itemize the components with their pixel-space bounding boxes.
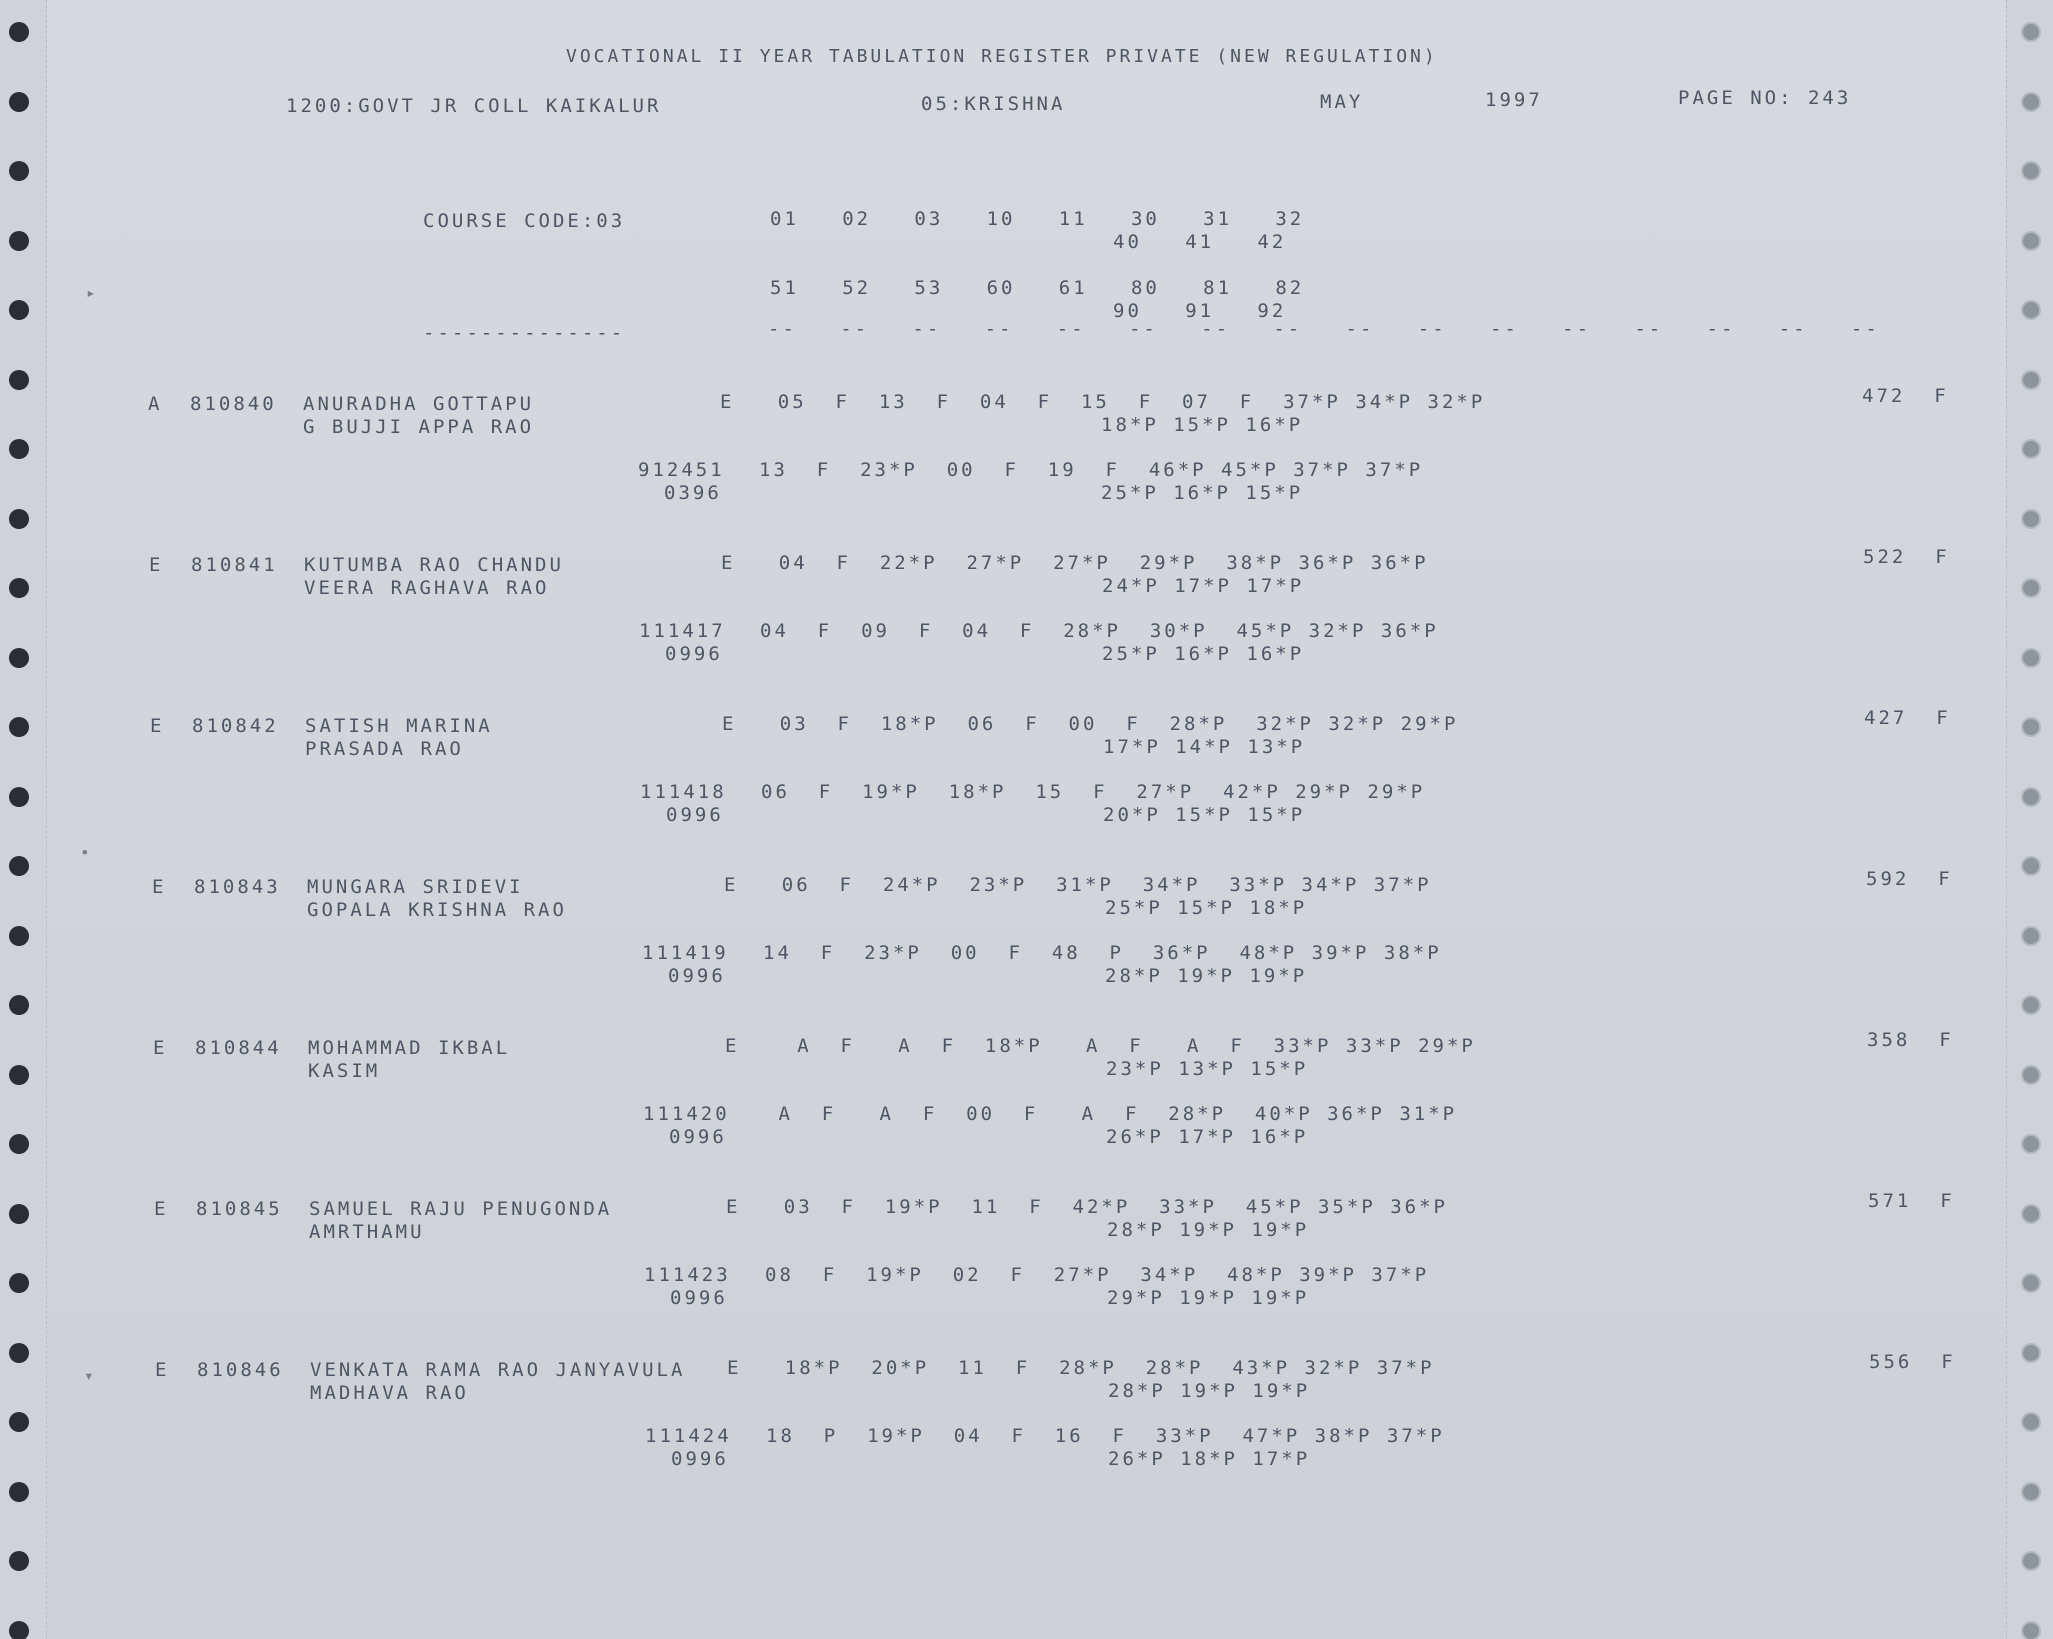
- subject-codes-row2b: 90 91 92: [1113, 300, 1287, 322]
- sprocket-hole: [2021, 300, 2041, 320]
- roll-number: 810841: [191, 554, 278, 576]
- roll-number: 810843: [194, 876, 281, 898]
- marks-line-4: 26*P 18*P 17*P: [1108, 1448, 1311, 1470]
- sprocket-hole: [2021, 856, 2041, 876]
- sprocket-hole: [9, 439, 29, 459]
- header-underline-left: --------------: [423, 322, 626, 344]
- subject-codes-row1: 01 02 03 10 11 30 31 32: [770, 208, 1305, 230]
- category-code: E: [155, 1359, 170, 1381]
- sprocket-hole: [2021, 1482, 2041, 1502]
- sprocket-hole: [2021, 1621, 2041, 1639]
- grand-total: 556 F: [1869, 1351, 1956, 1373]
- student-name: SAMUEL RAJU PENUGONDA: [309, 1198, 613, 1220]
- marks-line-2: 23*P 13*P 15*P: [1106, 1058, 1309, 1080]
- marks-line-2: 25*P 15*P 18*P: [1105, 897, 1308, 919]
- grand-total: 522 F: [1863, 546, 1950, 568]
- sprocket-hole: [2021, 22, 2041, 42]
- register-title: VOCATIONAL II YEAR TABULATION REGISTER PRIVATE (NEW REGULATION): [566, 46, 1438, 67]
- marks-line-3: 06 F 19*P 18*P 15 F 27*P 42*P 29*P 29*P: [761, 781, 1426, 803]
- exam-session: 0996: [671, 1448, 729, 1470]
- sprocket-hole: [2021, 92, 2041, 112]
- sprocket-hole: [9, 1134, 29, 1154]
- roll-number: 810846: [197, 1359, 284, 1381]
- student-name: KUTUMBA RAO CHANDU: [304, 554, 564, 576]
- hall-ticket-number: 111424: [645, 1425, 732, 1447]
- margin-tick: ▸: [86, 283, 96, 302]
- category-code: E: [150, 715, 165, 737]
- student-name: VENKATA RAMA RAO JANYAVULA: [310, 1359, 686, 1381]
- marks-line-1: E 04 F 22*P 27*P 27*P 29*P 38*P 36*P 36*P: [721, 552, 1429, 574]
- page-number: PAGE NO: 243: [1678, 87, 1852, 109]
- grand-total: 358 F: [1867, 1029, 1954, 1051]
- exam-session: 0396: [664, 482, 722, 504]
- exam-session: 0996: [668, 965, 726, 987]
- sprocket-hole: [9, 717, 29, 737]
- roll-number: 810845: [196, 1198, 283, 1220]
- parent-name: GOPALA KRISHNA RAO: [307, 899, 567, 921]
- category-code: E: [153, 1037, 168, 1059]
- grand-total: 472 F: [1862, 385, 1949, 407]
- sprocket-hole: [9, 22, 29, 42]
- roll-number: 810840: [190, 393, 277, 415]
- parent-name: G BUJJI APPA RAO: [303, 416, 535, 438]
- sprocket-hole: [9, 926, 29, 946]
- sprocket-hole: [2021, 648, 2041, 668]
- sprocket-hole: [9, 1343, 29, 1363]
- category-code: A: [148, 393, 163, 415]
- sprocket-hole: [2021, 717, 2041, 737]
- sprocket-hole: [9, 856, 29, 876]
- sprocket-hole: [2021, 578, 2041, 598]
- roll-number: 810842: [192, 715, 279, 737]
- marks-line-2: 28*P 19*P 19*P: [1108, 1380, 1311, 1402]
- sprocket-hole: [2021, 1343, 2041, 1363]
- sprocket-hole: [2021, 370, 2041, 390]
- header-underline-right: -- -- -- -- -- -- -- -- -- -- -- -- -- -- -- --: [768, 318, 1880, 340]
- hall-ticket-number: 111418: [640, 781, 727, 803]
- sprocket-hole: [9, 1482, 29, 1502]
- student-name: ANURADHA GOTTAPU: [303, 393, 535, 415]
- parent-name: AMRTHAMU: [309, 1221, 425, 1243]
- sprocket-hole: [9, 1204, 29, 1224]
- marks-line-3: 13 F 23*P 00 F 19 F 46*P 45*P 37*P 37*P: [759, 459, 1424, 481]
- grand-total: 592 F: [1866, 868, 1953, 890]
- sprocket-hole: [2021, 231, 2041, 251]
- grand-total: 427 F: [1864, 707, 1951, 729]
- student-name: MOHAMMAD IKBAL: [308, 1037, 511, 1059]
- sprocket-hole: [9, 92, 29, 112]
- sprocket-hole: [2021, 1204, 2041, 1224]
- sprocket-hole: [9, 231, 29, 251]
- district-code: 05:KRISHNA: [921, 93, 1066, 115]
- sprocket-hole: [9, 995, 29, 1015]
- marks-line-3: 08 F 19*P 02 F 27*P 34*P 48*P 39*P 37*P: [765, 1264, 1430, 1286]
- marks-line-4: 20*P 15*P 15*P: [1103, 804, 1306, 826]
- college-code: 1200:GOVT JR COLL KAIKALUR: [286, 95, 662, 117]
- exam-session: 0996: [665, 643, 723, 665]
- sprocket-hole: [2021, 1412, 2041, 1432]
- hall-ticket-number: 111417: [639, 620, 726, 642]
- marks-line-3: 18 P 19*P 04 F 16 F 33*P 47*P 38*P 37*P: [766, 1425, 1445, 1447]
- parent-name: MADHAVA RAO: [310, 1382, 469, 1404]
- sprocket-hole: [2021, 1065, 2041, 1085]
- margin-tick: ▾: [84, 1366, 94, 1385]
- sprocket-hole: [2021, 1551, 2041, 1571]
- student-name: MUNGARA SRIDEVI: [307, 876, 524, 898]
- marks-line-1: E A F A F 18*P A F A F 33*P 33*P 29*P: [725, 1035, 1476, 1057]
- category-code: E: [149, 554, 164, 576]
- grand-total: 571 F: [1868, 1190, 1955, 1212]
- parent-name: VEERA RAGHAVA RAO: [304, 577, 550, 599]
- marks-line-4: 29*P 19*P 19*P: [1107, 1287, 1310, 1309]
- hall-ticket-number: 111419: [642, 942, 729, 964]
- right-tractor-strip: [2006, 0, 2053, 1639]
- subject-codes-row2: 51 52 53 60 61 80 81 82: [770, 277, 1305, 299]
- marks-line-1: E 05 F 13 F 04 F 15 F 07 F 37*P 34*P 32*P: [720, 391, 1486, 413]
- exam-year: 1997: [1485, 89, 1543, 111]
- sprocket-hole: [2021, 439, 2041, 459]
- margin-tick: •: [80, 843, 90, 862]
- exam-session: 0996: [666, 804, 724, 826]
- marks-line-4: 28*P 19*P 19*P: [1105, 965, 1308, 987]
- sprocket-hole: [2021, 787, 2041, 807]
- student-name: SATISH MARINA: [305, 715, 493, 737]
- marks-line-2: 24*P 17*P 17*P: [1102, 575, 1305, 597]
- parent-name: KASIM: [308, 1060, 381, 1082]
- left-tractor-strip: [0, 0, 47, 1639]
- marks-line-1: E 03 F 19*P 11 F 42*P 33*P 45*P 35*P 36*P: [726, 1196, 1448, 1218]
- course-code-label: COURSE CODE:03: [423, 210, 626, 232]
- marks-line-1: E 18*P 20*P 11 F 28*P 28*P 43*P 32*P 37*P: [727, 1357, 1435, 1379]
- exam-month: MAY: [1320, 91, 1364, 113]
- sprocket-hole: [9, 509, 29, 529]
- marks-line-2: 18*P 15*P 16*P: [1101, 414, 1304, 436]
- subject-codes-row1b: 40 41 42: [1113, 231, 1287, 253]
- sprocket-hole: [9, 578, 29, 598]
- roll-number: 810844: [195, 1037, 282, 1059]
- sprocket-hole: [9, 1412, 29, 1432]
- sprocket-hole: [9, 787, 29, 807]
- sprocket-hole: [2021, 926, 2041, 946]
- hall-ticket-number: 111423: [644, 1264, 731, 1286]
- sprocket-hole: [9, 370, 29, 390]
- exam-session: 0996: [670, 1287, 728, 1309]
- parent-name: PRASADA RAO: [305, 738, 464, 760]
- sprocket-hole: [9, 1273, 29, 1293]
- marks-line-2: 17*P 14*P 13*P: [1103, 736, 1306, 758]
- sprocket-hole: [9, 648, 29, 668]
- marks-line-1: E 06 F 24*P 23*P 31*P 34*P 33*P 34*P 37*P: [724, 874, 1432, 896]
- sprocket-hole: [2021, 1134, 2041, 1154]
- marks-line-2: 28*P 19*P 19*P: [1107, 1219, 1310, 1241]
- sprocket-hole: [2021, 995, 2041, 1015]
- category-code: E: [152, 876, 167, 898]
- sprocket-hole: [2021, 1273, 2041, 1293]
- sprocket-hole: [2021, 161, 2041, 181]
- sprocket-hole: [2021, 509, 2041, 529]
- hall-ticket-number: 912451: [638, 459, 725, 481]
- sprocket-hole: [9, 161, 29, 181]
- sprocket-hole: [9, 1551, 29, 1571]
- exam-session: 0996: [669, 1126, 727, 1148]
- sprocket-hole: [9, 1621, 29, 1639]
- marks-line-3: A F A F 00 F A F 28*P 40*P 36*P 31*P: [764, 1103, 1458, 1125]
- sprocket-hole: [9, 300, 29, 320]
- marks-line-3: 04 F 09 F 04 F 28*P 30*P 45*P 32*P 36*P: [760, 620, 1439, 642]
- marks-line-1: E 03 F 18*P 06 F 00 F 28*P 32*P 32*P 29*P: [722, 713, 1459, 735]
- marks-line-4: 25*P 16*P 16*P: [1102, 643, 1305, 665]
- marks-line-4: 26*P 17*P 16*P: [1106, 1126, 1309, 1148]
- hall-ticket-number: 111420: [643, 1103, 730, 1125]
- category-code: E: [154, 1198, 169, 1220]
- sprocket-hole: [9, 1065, 29, 1085]
- marks-line-3: 14 F 23*P 00 F 48 P 36*P 48*P 39*P 38*P: [763, 942, 1442, 964]
- marks-line-4: 25*P 16*P 15*P: [1101, 482, 1304, 504]
